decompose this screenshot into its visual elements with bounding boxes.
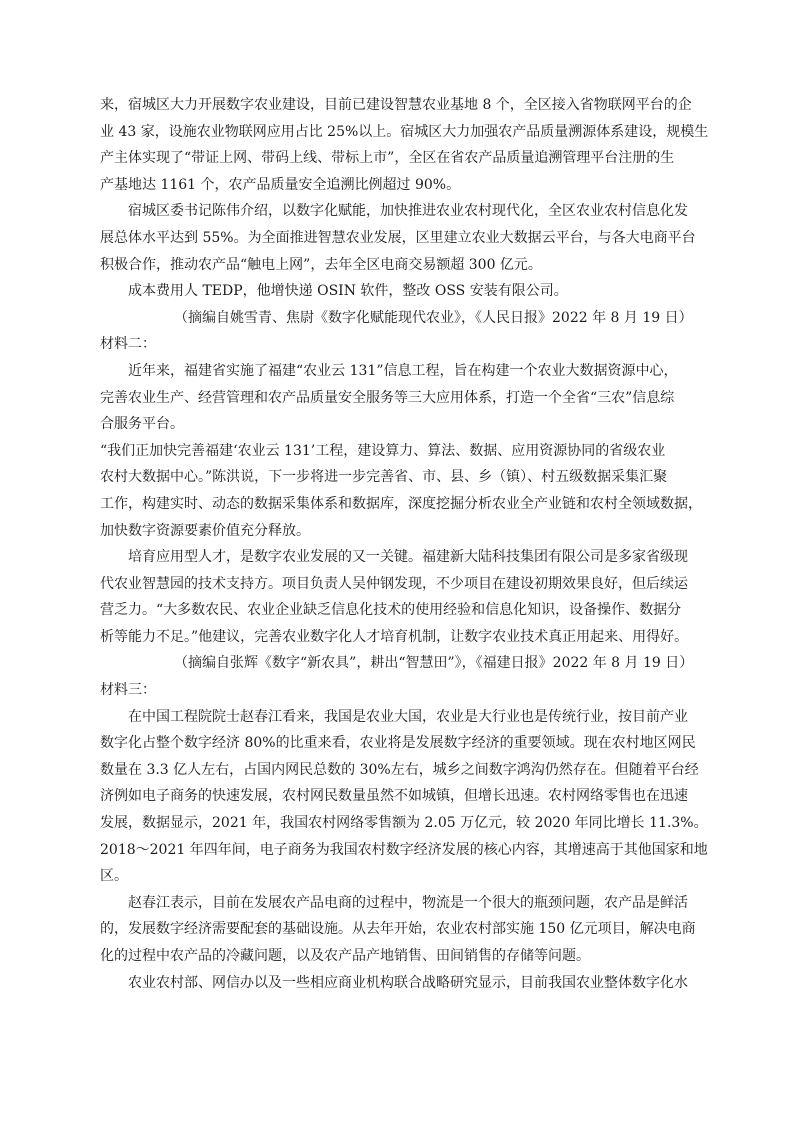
- paragraph-start-line: 宿城区委书记陈伟介绍，以数字化赋能，加快推进农业农村现代化，全区农业农村信息化发: [128, 203, 688, 220]
- text-line: 数量在 3.3 亿人左右，占国内网民总数的 30%左右，城乡之间数字鸿沟仍然存在。但随着平台经: [100, 761, 699, 778]
- paragraph-start-line: 农业农村部、网信办以及一些相应商业机构联合战略研究显示，目前我国农业整体数字化水: [128, 974, 688, 991]
- material-label: 材料二：: [100, 336, 156, 353]
- document-page: [100, 92, 709, 996]
- text-line: 工作，构建实时、动态的数据采集体系和数据库，深度挖掘分析农业全产业链和农村全领域数据，: [100, 495, 702, 512]
- paragraph-start-line: 成本费用人 TEDP，他增快递 OSIN 软件，整改 OSS 安装有限公司。: [128, 283, 568, 300]
- text-line: 2018～2021 年四年间，电子商务为我国农村数字经济发展的核心内容，其增速高于其他国家和地: [100, 841, 708, 858]
- text-line: 代农业智慧园的技术支持方。项目负责人吴仲钢发现，不少项目在建设初期效果良好，但后续运: [100, 575, 688, 592]
- text-line: 加快数字资源要素价值充分释放。: [100, 522, 310, 539]
- text-line: 农村大数据中心。”陈洪说，下一步将进一步完善省、市、县、乡（镇）、村五级数据采集汇聚: [100, 469, 668, 486]
- source-citation: （摘编自姚雪青、焦尉《数字化赋能现代农业》，《人民日报》2022 年 8 月 19 日）: [174, 309, 693, 326]
- paragraph-start-line: 近年来，福建省实施了福建“农业云 131”信息工程，旨在构建一个农业大数据资源中心，: [128, 362, 678, 379]
- text-line: 析等能力不足。”他建议，完善农业数字化人才培育机制，让数字农业技术真正用起来、用得好。: [100, 628, 689, 645]
- paragraph-start-line: 在中国工程院院士赵春江看来，我国是农业大国，农业是大行业也是传统行业，按目前产业: [128, 708, 688, 725]
- text-line: 营乏力。“大多数农民、农业企业缺乏信息化技术的使用经验和信息化知识，设备操作、数据分: [100, 602, 682, 619]
- source-citation: （摘编自张辉《数字“新农具”，耕出“智慧田”》，《福建日报》2022 年 8 月 19 日）: [174, 655, 694, 672]
- text-line: 来，宿城区大力开展数字农业建设，目前已建设智慧农业基地 8 个，全区接入省物联网平台的企: [100, 97, 692, 113]
- text-line: 发展，数据显示，2021 年，我国农村网络零售额为 2.05 万亿元，较 2020 年同比增长 11.3%。: [100, 815, 708, 832]
- text-line: 展总体水平达到 55%。为全面推进智慧农业发展，区里建立农业大数据云平台，与各大电商平台: [100, 229, 696, 246]
- paragraph-start-line: 赵春江表示，目前在发展农产品电商的过程中，物流是一个很大的瓶颈问题，农产品是鲜活: [128, 894, 688, 911]
- text-line: 产基地达 1161 个，农产品质量安全追溯比例超过 90%。: [100, 176, 461, 193]
- text-line: 积极合作，推动农产品“触电上网”，去年全区电商交易额超 300 亿元。: [100, 256, 542, 273]
- text-line: 产主体实现了“带证上网、带码上线、带标上市”，全区在省农产品质量追溯管理平台注册的生: [100, 150, 675, 167]
- text-line: 合服务平台。: [100, 416, 184, 433]
- text-line: 的，发展数字经济需要配套的基础设施。从去年开始，农业农村部实施 150 亿元项目，解决电商: [100, 921, 696, 938]
- text-line: 完善农业生产、经营管理和农产品质量安全服务等三大应用体系，打造一个全省“三农”信息综: [100, 389, 675, 406]
- text-line: 化的过程中农产品的冷藏问题，以及农产品产地销售、田间销售的存储等问题。: [100, 948, 590, 964]
- material-label: 材料三：: [100, 682, 156, 699]
- text-line: 济例如电子商务的快速发展，农村网民数量虽然不如城镇，但增长迅速。农村网络零售也在迅速: [100, 788, 688, 805]
- text-line: “我们正加快完善福建‘农业云 131’工程，建设算力、算法、数据、应用资源协同的省级农业: [100, 442, 666, 459]
- text-line: 业 43 家，设施农业物联网应用占比 25%以上。宿城区大力加强农产品质量溯源体系建设，规模生: [100, 123, 709, 140]
- text-line: 区。: [100, 868, 128, 885]
- text-line: 数字化占整个数字经济 80%的比重来看，农业将是发展数字经济的重要领域。现在农村地区网民: [100, 735, 696, 752]
- paragraph-start-line: 培育应用型人才，是数字农业发展的又一关键。福建新大陆科技集团有限公司是多家省级现: [128, 549, 688, 566]
